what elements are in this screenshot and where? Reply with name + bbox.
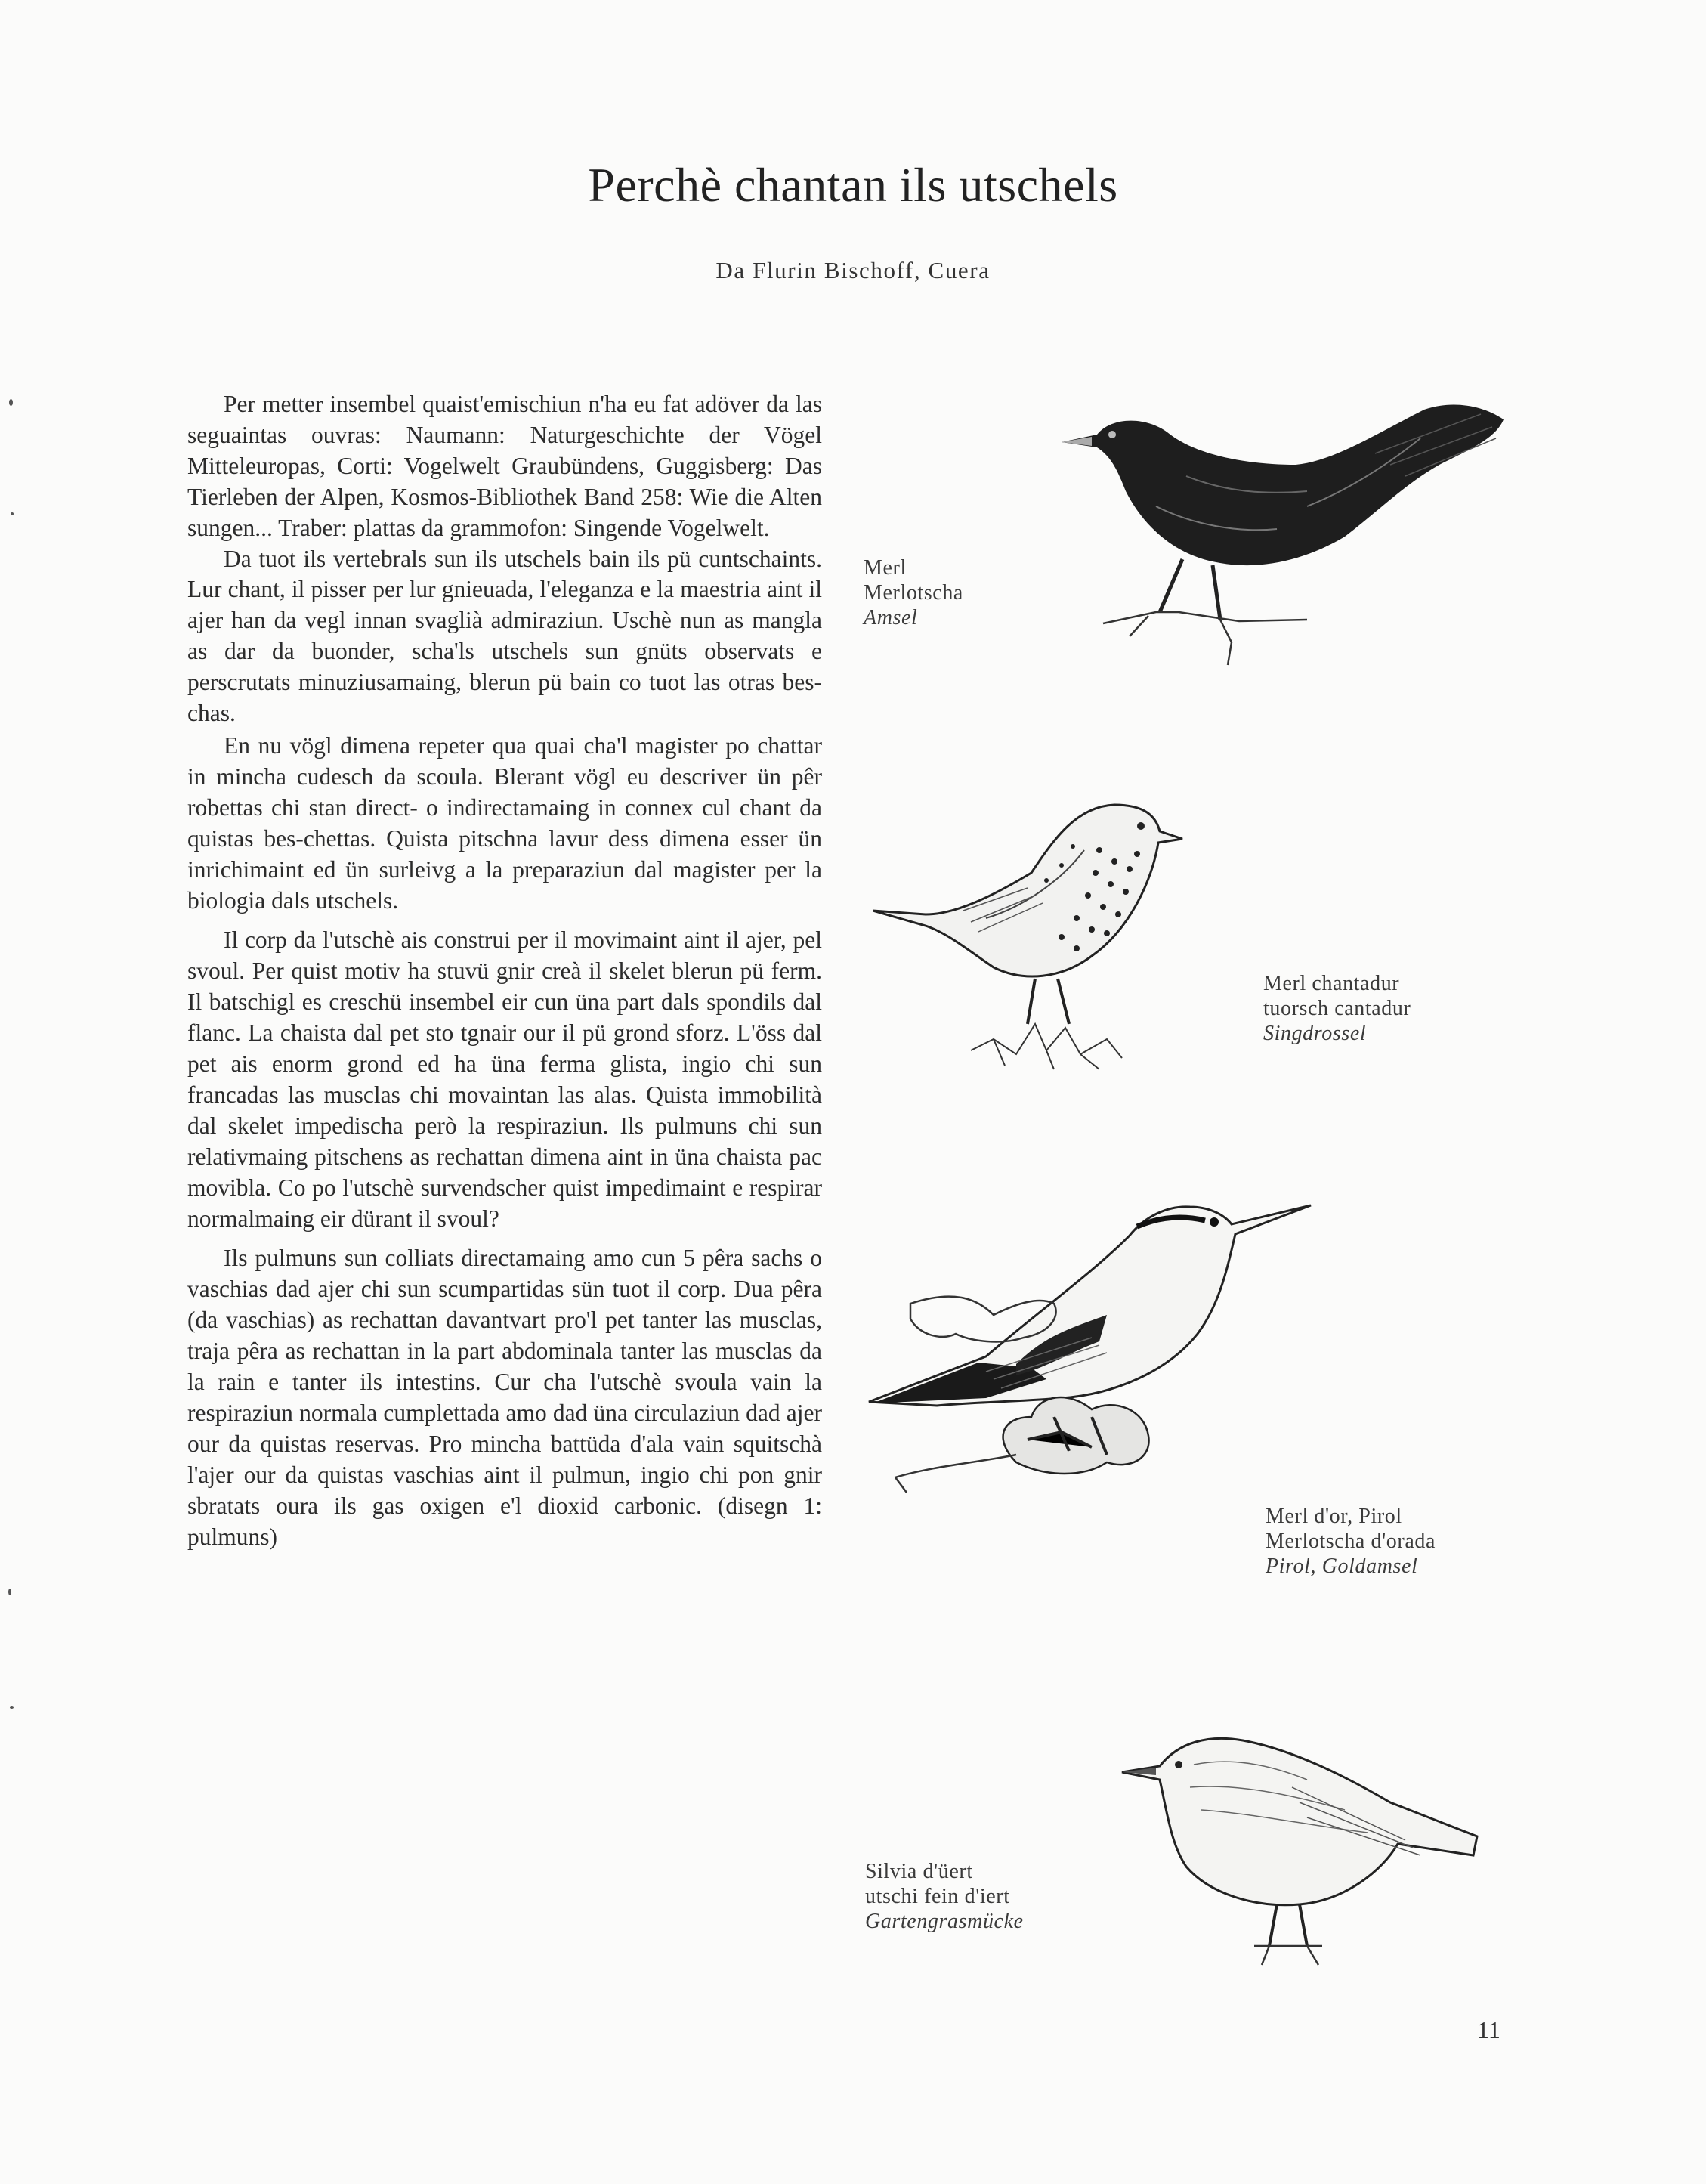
article-body bbox=[187, 389, 822, 1553]
caption-italic: Pirol, Goldamsel bbox=[1266, 1554, 1418, 1578]
song-thrush-illustration bbox=[873, 797, 1250, 1077]
paragraph: Il corp da l'utschè ais construi per il movimaint aint il ajer, pel svoul. Per quist motiv ha stuvü gnir creà il skelet blerun pü ferm. Il batschigl es creschü insembel eir cun üna part dals spondils dal flanc. La chaista dal pet sto tgnair our il pü grond sforz. L'öss dal pet ais enorm grond ed ha üna ferma glista, ingio chi sun francadas las musclas chi movaintan las alas. Quista immobilità dal skelet impedischa però la respiraziun. Ils pulmuns chi sun relativmaing pitschens as rechattan dimena aint in üna chaista pac movibla. Co po l'utschè survendscher quist impedimaint e respirar normalmaing eir dürant il svoul? bbox=[187, 926, 822, 1232]
article-title: Perchè chantan ils utschels bbox=[588, 158, 1118, 212]
scan-speck bbox=[8, 1589, 11, 1595]
article-author: Da Flurin Bischoff, Cuera bbox=[715, 257, 991, 283]
paragraph: Da tuot ils vertebrals sun ils utschels bain ils pü cuntschaints. Lur chant, il pisser per lur gnieuada, l'eleganza e la maestria aint il ajer han da vegl innan svaglià admiraziun. Uschè nun as mangla as dar da buonder, scha'ls utschels sun gnüts observats e perscrutats minuziusamaing, blerun pü bain co tuot las otras bes-chas. bbox=[187, 545, 822, 727]
caption-italic: Gartengrasmücke bbox=[865, 1910, 1024, 1933]
page-number: 11 bbox=[1477, 2016, 1500, 2043]
caption-song-thrush bbox=[1263, 971, 1411, 1046]
caption-warbler bbox=[865, 1859, 1024, 1934]
warbler-illustration bbox=[1118, 1719, 1496, 1969]
caption-italic: Amsel bbox=[864, 606, 918, 630]
caption-line: Merl bbox=[864, 556, 907, 580]
oriole-illustration bbox=[865, 1190, 1318, 1500]
blackbird-illustration bbox=[1058, 393, 1511, 673]
caption-line: Silvia d'üert bbox=[865, 1860, 973, 1883]
caption-blackbird bbox=[864, 555, 963, 630]
caption-line: Merlotscha d'orada bbox=[1266, 1530, 1436, 1553]
paragraph: Ils pulmuns sun colliats directamaing amo cun 5 pêra sachs o vaschias dad ajer chi sun scumpartidas sün tuot il corp. Dua pêra (da vaschias) as rechattan davantvart pro'l pet tanter las musclas, traja pêra as rechattan in la part abdominala tanter las musclas da la rain e tanter ils intestins. Cur cha l'utschè svoula vain la respiraziun normala cumplettada amo dad üna circulaziun dad ajer our da quistas reservas. Pro mincha battüda d'ala vain squitschà l'ajer our da quistas vaschias aint il pulmun, ingio chi pon gnir sbratats oura ils gas oxigen e'l dioxid carbonic. (disegn 1: pulmuns) bbox=[187, 1245, 822, 1550]
scan-speck bbox=[11, 512, 14, 515]
scan-speck bbox=[9, 399, 13, 406]
scan-speck bbox=[10, 1706, 14, 1709]
caption-line: Merl chantadur bbox=[1263, 972, 1400, 995]
paragraph: Per metter insembel quaist'emischiun n'ha eu fat adöver da las seguaintas ouvras: Naumann: Naturgeschichte der Vögel Mitteleuropas, Corti: Vogelwelt Graubündens, Guggisberg: Das Tierleben der Alpen, Kosmos-Bibliothek Band 258: Wie die Alten sungen... Traber: plattas da grammofon: Singende Vogelwelt. bbox=[187, 391, 822, 541]
paragraph: En nu vögl dimena repeter qua quai cha'l magister po chattar in mincha cudesch da scoula. Blerant vögl eu descriver ün pêr robettas chi stan direct- o indirectamaing in connex cul chant da quistas bes-chettas. Quista pitschna lavur dess dimena esser ün inrichimaint ed ün surleivg a la preparaziun dal magister per la biologia dals utschels. bbox=[187, 732, 822, 914]
caption-line: utschi fein d'iert bbox=[865, 1885, 1010, 1908]
caption-line: tuorsch cantadur bbox=[1263, 997, 1411, 1020]
caption-oriole bbox=[1266, 1504, 1436, 1579]
caption-line: Merl d'or, Pirol bbox=[1266, 1505, 1402, 1528]
caption-line: Merlotscha bbox=[864, 581, 963, 605]
caption-italic: Singdrossel bbox=[1263, 1022, 1367, 1045]
